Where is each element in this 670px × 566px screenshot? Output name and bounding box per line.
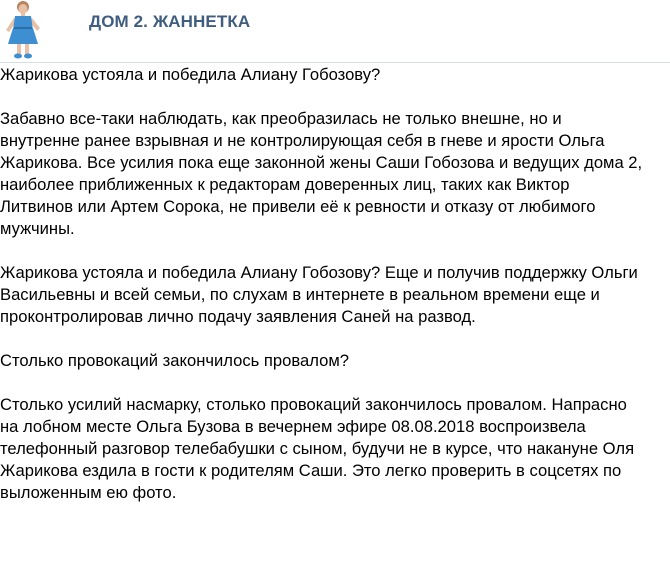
text-line: Жарикова ездила в гости к родителям Саши. Это легко проверить в соцсетях по (0, 461, 622, 480)
text-line: выложенным ею фото. (0, 483, 177, 502)
paragraph-5 (0, 394, 668, 504)
text-line: Столько усилий насмарку, столько провокаций закончилось провалом. Напрасно (0, 395, 627, 414)
community-avatar[interactable] (0, 0, 44, 60)
text-line: Литвинов или Артем Сорока, не привели её к ревности и отказу от любимого (0, 197, 596, 216)
text-line: Столько провокаций закончилось провалом? (0, 351, 349, 370)
text-line: проконтролировав лично подачу заявления Саней на развод. (0, 307, 476, 326)
header-divider (0, 62, 670, 63)
text-line: Забавно все-таки наблюдать, как преобразилась не только внешне, но и (0, 109, 562, 128)
paragraph-3 (0, 262, 668, 328)
text-line: Жарикова устояла и победила Алиану Гобозову? Еще и получив поддержку Ольги (0, 263, 638, 282)
text-line: внутренне ранее взрывная и не контролирующая себя в гневе и ярости Ольга (0, 131, 605, 150)
text-line: Васильевны и всей семьи, по слухам в интернете в реальном времени еще и (0, 285, 600, 304)
text-line: телефонный разговор телебабушки с сыном, будучи не в курсе, что накануне Оля (0, 439, 635, 458)
text-line: мужчины. (0, 219, 75, 238)
paragraph-4 (0, 350, 668, 372)
avatar-figure-icon (0, 0, 44, 60)
post-body (0, 64, 668, 504)
text-line: Жарикова. Все усилия пока еще законной жены Саши Гобозова и ведущих дома 2, (0, 153, 643, 172)
paragraph-2 (0, 108, 668, 240)
text-line: на лобном месте Ольга Бузова в вечернем эфире 08.08.2018 воспроизвела (0, 417, 586, 436)
paragraph-1 (0, 64, 668, 86)
text-line: Жарикова устояла и победила Алиану Гобозову? (0, 65, 381, 84)
text-line: наиболее приближенных к редакторам доверенных лиц, таких как Виктор (0, 175, 570, 194)
community-name-link[interactable]: ДОМ 2. ЖАННЕТКА (89, 12, 251, 31)
post-header (0, 0, 670, 62)
